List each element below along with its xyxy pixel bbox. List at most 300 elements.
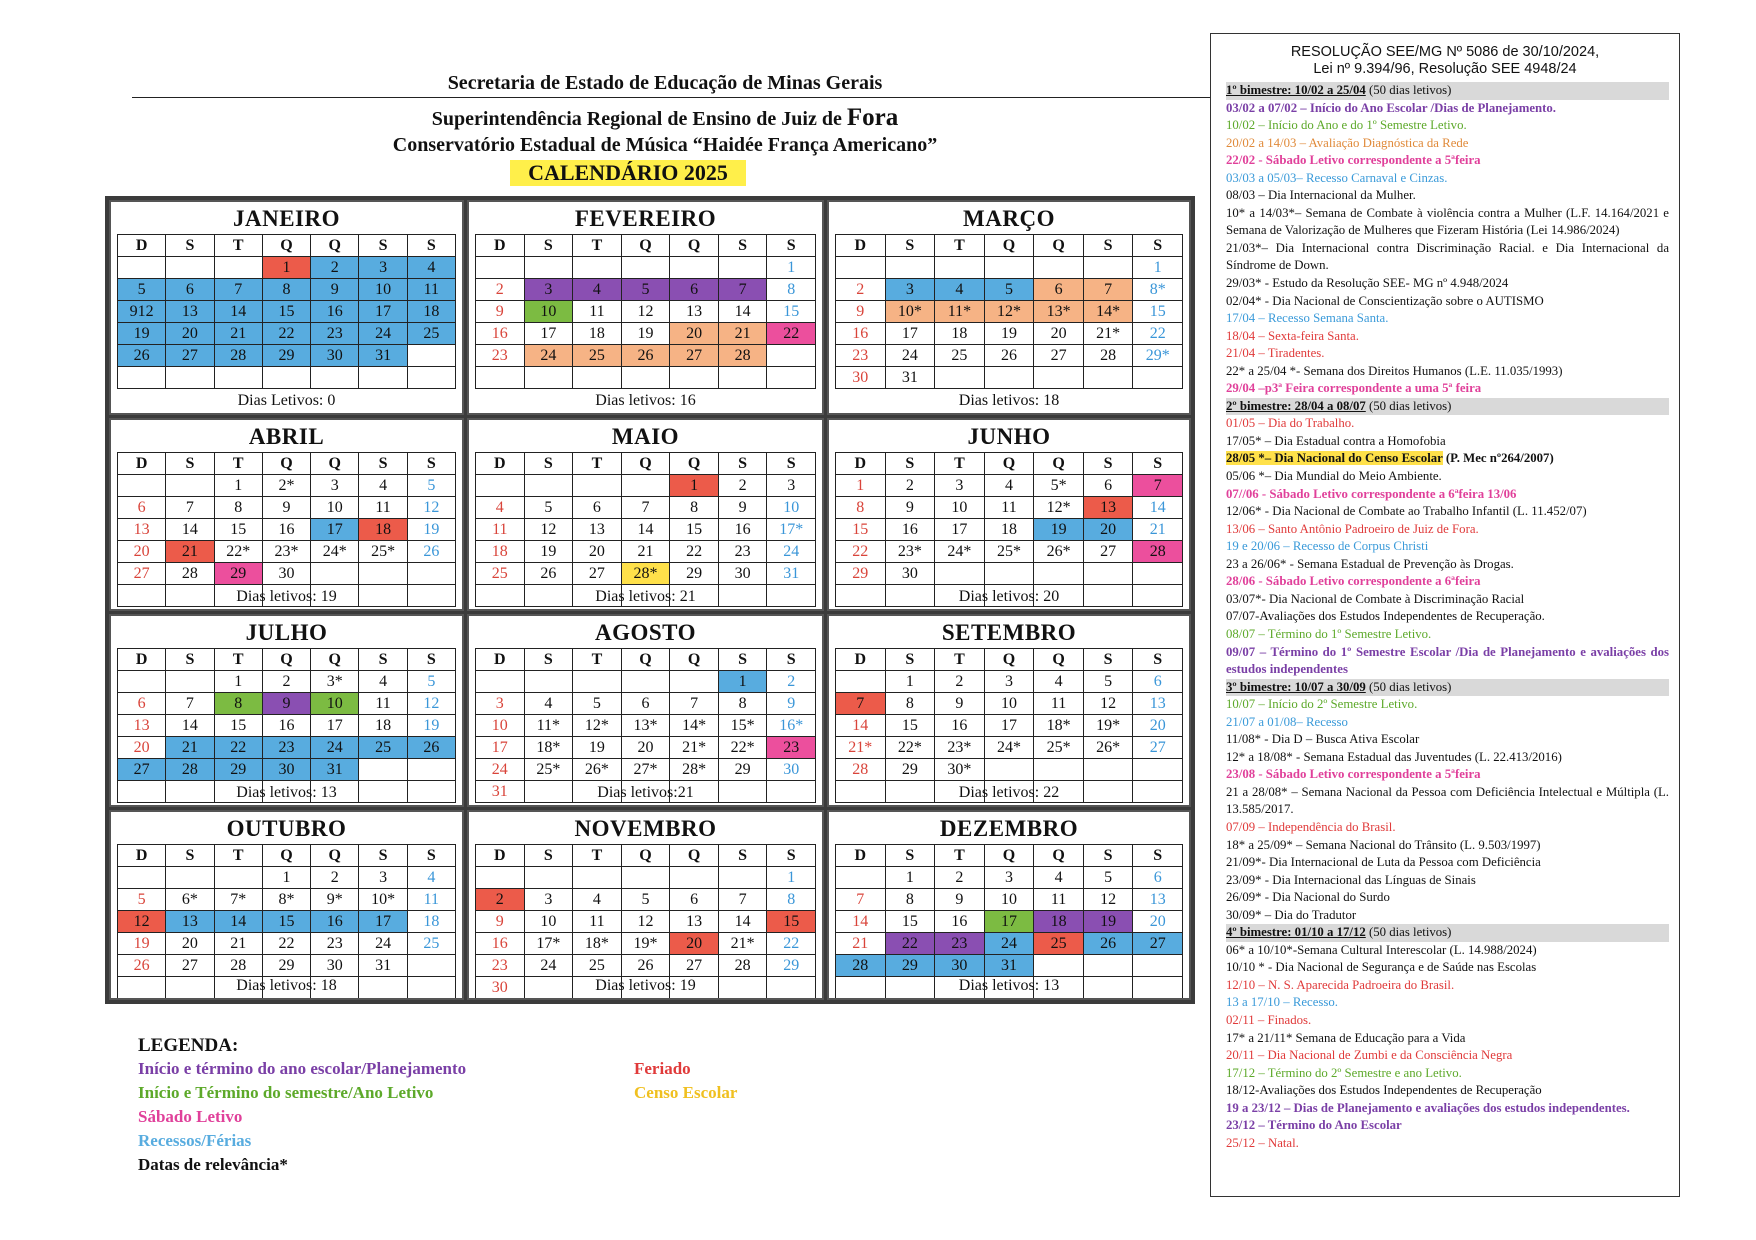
- header-conservatorio: Conservatório Estadual de Música “Haidée França Americano”: [392, 134, 938, 156]
- day-cell: 15: [215, 715, 263, 737]
- day-cell: 31: [476, 781, 525, 803]
- day-cell: 9: [767, 693, 816, 715]
- day-cell: 17: [359, 911, 407, 933]
- day-cell: 3: [935, 475, 985, 497]
- empty-cell: [476, 257, 525, 279]
- day-cell: 2: [476, 279, 525, 301]
- day-cell: 9*: [311, 889, 359, 911]
- day-cell: 21: [719, 323, 768, 345]
- event-item: 07/07-Avaliações dos Estudos Independentes de Recuperação.: [1226, 609, 1545, 624]
- day-cell: 26*: [573, 759, 622, 781]
- day-cell: 11: [573, 301, 622, 323]
- day-cell: 2: [476, 889, 525, 911]
- month-name: DEZEMBRO: [939, 816, 1079, 841]
- empty-cell: [670, 257, 719, 279]
- day-cell: 2: [836, 279, 886, 301]
- day-cell: 30: [311, 955, 359, 977]
- day-cell: 28: [166, 759, 214, 781]
- empty-cell: [408, 563, 456, 585]
- legend-item-recessos: Recessos/Férias: [138, 1131, 252, 1150]
- day-cell: 2: [263, 671, 311, 693]
- day-cell: 1: [263, 257, 311, 279]
- day-cell: 14: [166, 715, 214, 737]
- day-cell: 26: [408, 541, 456, 563]
- empty-cell: [935, 563, 985, 585]
- day-cell: 27: [670, 345, 719, 367]
- day-cell: 20: [166, 933, 214, 955]
- day-cell: 28: [215, 345, 263, 367]
- weekday-header: Q: [263, 453, 311, 475]
- empty-cell: [215, 257, 263, 279]
- empty-cell: [1084, 759, 1134, 781]
- day-cell: 27: [1084, 541, 1134, 563]
- day-cell: 4: [1034, 867, 1084, 889]
- day-cell: 23*: [263, 541, 311, 563]
- day-cell: 27: [670, 955, 719, 977]
- day-cell: 17: [476, 737, 525, 759]
- day-cell: 18: [408, 301, 456, 323]
- day-cell: 7: [836, 693, 886, 715]
- empty-cell: [525, 671, 574, 693]
- month-days-grid: [475, 452, 816, 607]
- weekday-header: D: [476, 845, 525, 867]
- event-item: 18/04 – Sexta-feira Santa.: [1226, 328, 1359, 343]
- legend-title: LEGENDA:: [138, 1035, 239, 1056]
- day-cell: 10*: [359, 889, 407, 911]
- day-cell: 24: [767, 541, 816, 563]
- weekday-header: D: [476, 649, 525, 671]
- day-cell: 15: [263, 301, 311, 323]
- empty-cell: [166, 475, 214, 497]
- day-cell: 19: [985, 323, 1035, 345]
- empty-cell: [525, 257, 574, 279]
- day-cell: 8: [263, 279, 311, 301]
- month-6: [827, 418, 1191, 611]
- empty-cell: [985, 563, 1035, 585]
- weekday-header: D: [118, 453, 166, 475]
- day-cell: 26: [118, 955, 166, 977]
- empty-cell: [573, 257, 622, 279]
- event-item: 29/04 –p3ª Feira correspondente a uma 5ª feira: [1226, 381, 1482, 396]
- weekday-header: S: [525, 649, 574, 671]
- day-cell: 24: [525, 345, 574, 367]
- weekday-header: Q: [670, 845, 719, 867]
- weekday-header: S: [1084, 845, 1134, 867]
- weekday-header: Q: [311, 649, 359, 671]
- month-days-grid: [835, 452, 1183, 607]
- day-cell: 8: [670, 497, 719, 519]
- day-cell: 18: [985, 519, 1035, 541]
- header-superintendencia: [130, 104, 1200, 132]
- weekday-header: Q: [311, 845, 359, 867]
- month-name: FEVEREIRO: [574, 206, 717, 231]
- day-cell: 1: [886, 867, 936, 889]
- day-cell: 30: [263, 759, 311, 781]
- day-cell: 4: [359, 671, 407, 693]
- weekday-header: Q: [670, 235, 719, 257]
- legend-item-datas-relevancia: Datas de relevância*: [138, 1155, 288, 1174]
- empty-cell: [622, 671, 671, 693]
- day-cell: 6: [622, 693, 671, 715]
- day-cell: 10: [311, 497, 359, 519]
- day-cell: 13: [573, 519, 622, 541]
- event-item: 03/03 a 05/03– Recesso Carnaval e Cinzas.: [1226, 170, 1448, 185]
- day-cell: 21*: [719, 933, 768, 955]
- day-cell: 20: [1133, 911, 1183, 933]
- day-cell: 28: [1084, 345, 1134, 367]
- day-cell: 5*: [1034, 475, 1084, 497]
- empty-cell: [118, 257, 166, 279]
- day-cell: 12: [1084, 693, 1134, 715]
- day-cell: 23: [311, 323, 359, 345]
- day-cell: 14: [1133, 497, 1183, 519]
- day-cell: 3: [985, 867, 1035, 889]
- weekday-header: T: [215, 453, 263, 475]
- empty-cell: [670, 367, 719, 389]
- month-days-grid: [475, 234, 816, 389]
- day-cell: 18*: [1034, 715, 1084, 737]
- day-cell: 11: [408, 889, 456, 911]
- month-days-grid: [117, 452, 456, 607]
- day-cell: 18: [935, 323, 985, 345]
- day-cell: 4: [935, 279, 985, 301]
- empty-cell: [525, 867, 574, 889]
- day-cell: 5: [118, 279, 166, 301]
- day-cell: 8: [767, 889, 816, 911]
- day-cell: 14: [166, 519, 214, 541]
- day-cell: 22: [215, 737, 263, 759]
- weekday-header: S: [886, 649, 936, 671]
- event-item: 18* a 25/09* – Semana Nacional do Trânsito (L. 9.503/1997): [1226, 837, 1541, 852]
- day-cell: 10: [525, 911, 574, 933]
- day-cell: 28: [836, 955, 886, 977]
- bimester-period: 2º bimestre: 28/04 a 08/07: [1226, 398, 1366, 413]
- day-cell: 24*: [935, 541, 985, 563]
- day-cell: 22: [886, 933, 936, 955]
- month-school-days: Dias letivos: 16: [595, 392, 696, 409]
- day-cell: 22: [836, 541, 886, 563]
- day-cell: 21: [215, 933, 263, 955]
- day-cell: 26*: [1034, 541, 1084, 563]
- day-cell: 14: [836, 715, 886, 737]
- event-item: 06* a 10/10*-Semana Cultural Interescolar (L. 14.988/2024): [1226, 942, 1537, 957]
- weekday-header: T: [573, 235, 622, 257]
- day-cell: 29: [215, 563, 263, 585]
- weekday-header: D: [118, 235, 166, 257]
- day-cell: 16: [836, 323, 886, 345]
- empty-cell: [311, 367, 359, 389]
- day-cell: 29: [886, 955, 936, 977]
- day-cell: 22: [767, 323, 816, 345]
- event-item: 23 a 26/06* - Semana Estadual de Prevenção às Drogas.: [1226, 556, 1514, 571]
- month-11: [467, 810, 824, 1000]
- weekday-header: S: [886, 845, 936, 867]
- day-cell: 27: [1034, 345, 1084, 367]
- weekday-header: Q: [1034, 235, 1084, 257]
- day-cell: 7: [719, 889, 768, 911]
- day-cell: 1: [215, 475, 263, 497]
- empty-cell: [408, 345, 456, 367]
- day-cell: 25: [1034, 933, 1084, 955]
- day-cell: 24: [311, 737, 359, 759]
- empty-cell: [1133, 955, 1183, 977]
- day-cell: 18*: [525, 737, 574, 759]
- month-school-days: Dias Letivos: 0: [237, 392, 336, 409]
- day-cell: 1: [1133, 257, 1183, 279]
- empty-cell: [525, 367, 574, 389]
- day-cell: 30: [935, 955, 985, 977]
- day-cell: 22*: [719, 737, 768, 759]
- day-cell: 22: [670, 541, 719, 563]
- day-cell: 20: [118, 737, 166, 759]
- day-cell: 14: [215, 911, 263, 933]
- day-cell: 30: [767, 759, 816, 781]
- month-12: [827, 810, 1191, 1000]
- calendar-grid: [105, 196, 1195, 1004]
- event-item: [1226, 450, 1669, 468]
- day-cell: 19: [525, 541, 574, 563]
- day-cell: 18: [1034, 911, 1084, 933]
- month-7: [109, 614, 464, 807]
- day-cell: 18: [359, 715, 407, 737]
- day-cell: 21: [622, 541, 671, 563]
- day-cell: 11: [359, 693, 407, 715]
- day-cell: 9: [476, 911, 525, 933]
- empty-cell: [886, 257, 936, 279]
- weekday-header: T: [573, 453, 622, 475]
- event-item: 11/08* - Dia D – Busca Ativa Escolar: [1226, 732, 1420, 747]
- day-cell: 1: [886, 671, 936, 693]
- event-item: 30/09* – Dia do Tradutor: [1226, 907, 1357, 922]
- day-cell: 4: [408, 867, 456, 889]
- day-cell: 8: [215, 693, 263, 715]
- empty-cell: [836, 257, 886, 279]
- day-cell: 27: [118, 759, 166, 781]
- event-item: 18/12-Avaliações dos Estudos Independentes de Recuperação: [1226, 1083, 1542, 1098]
- day-cell: 1: [836, 475, 886, 497]
- empty-cell: [166, 257, 214, 279]
- day-cell: 11: [476, 519, 525, 541]
- day-cell: 2: [886, 475, 936, 497]
- day-cell: 4: [476, 497, 525, 519]
- day-cell: 30: [719, 563, 768, 585]
- empty-cell: [767, 367, 816, 389]
- empty-cell: [1034, 563, 1084, 585]
- weekday-header: S: [886, 235, 936, 257]
- empty-cell: [1084, 955, 1134, 977]
- month-school-days: Dias letivos: 19: [236, 588, 337, 605]
- day-cell: 3: [359, 257, 407, 279]
- event-item: 02/04* - Dia Nacional de Conscientização sobre o AUTISMO: [1226, 293, 1544, 308]
- day-cell: 5: [118, 889, 166, 911]
- empty-cell: [670, 671, 719, 693]
- weekday-header: S: [886, 453, 936, 475]
- empty-cell: [622, 475, 671, 497]
- day-cell: 2: [767, 671, 816, 693]
- weekday-header: S: [1133, 845, 1183, 867]
- day-cell: 18: [408, 911, 456, 933]
- day-cell: 19: [408, 715, 456, 737]
- day-cell: 3: [525, 889, 574, 911]
- bimester-days: (50 dias letivos): [1365, 925, 1452, 940]
- day-cell: 13: [670, 301, 719, 323]
- month-days-grid: [475, 844, 816, 999]
- empty-cell: [166, 367, 214, 389]
- day-cell: 13: [1133, 889, 1183, 911]
- month-days-grid: [835, 234, 1183, 389]
- day-cell: 16: [476, 933, 525, 955]
- legend-item-planejamento: Início e término do ano escolar/Planejamento: [138, 1059, 467, 1078]
- day-cell: 25*: [359, 541, 407, 563]
- day-cell: 29: [215, 759, 263, 781]
- day-cell: 12: [408, 497, 456, 519]
- empty-cell: [408, 367, 456, 389]
- empty-cell: [476, 475, 525, 497]
- event-item: 03/02 a 07/02 – Início do Ano Escolar /Dias de Planejamento.: [1226, 100, 1557, 115]
- weekday-header: T: [935, 845, 985, 867]
- day-cell: 25: [476, 563, 525, 585]
- event-item: 10/07 – Início do 2º Semestre Letivo.: [1226, 697, 1418, 712]
- event-item: 17/05* – Dia Estadual contra a Homofobia: [1226, 433, 1446, 448]
- month-school-days: Dias letivos: 18: [958, 392, 1060, 409]
- day-cell: 10: [525, 301, 574, 323]
- day-cell: 24: [359, 933, 407, 955]
- day-cell: 16: [263, 519, 311, 541]
- events-list: [1226, 82, 1669, 1152]
- day-cell: 22: [263, 933, 311, 955]
- day-cell: 15: [886, 715, 936, 737]
- weekday-header: S: [719, 453, 768, 475]
- weekday-header: S: [719, 235, 768, 257]
- month-name: OUTUBRO: [226, 816, 347, 841]
- empty-cell: [935, 257, 985, 279]
- event-item: 09/07 – Término do 1º Semestre Escolar /Dia de Planejamento e avaliações dos estudos independentes: [1226, 644, 1669, 677]
- month-name: JULHO: [245, 620, 328, 645]
- day-cell: 3: [311, 475, 359, 497]
- weekday-header: Q: [622, 649, 671, 671]
- day-cell: 16: [886, 519, 936, 541]
- day-cell: 5: [622, 279, 671, 301]
- day-cell: 7: [836, 889, 886, 911]
- day-cell: 6: [166, 279, 214, 301]
- day-cell: 18: [573, 323, 622, 345]
- empty-cell: [573, 367, 622, 389]
- day-cell: 27: [1133, 737, 1183, 759]
- day-cell: 6: [118, 693, 166, 715]
- weekday-header: Q: [622, 235, 671, 257]
- empty-cell: [408, 759, 456, 781]
- day-cell: 7: [166, 693, 214, 715]
- resolution-line-1: RESOLUÇÃO SEE/MG Nº 5086 de 30/10/2024,: [1290, 44, 1600, 60]
- empty-cell: [935, 367, 985, 389]
- empty-cell: [670, 867, 719, 889]
- day-cell: 17: [985, 911, 1035, 933]
- day-cell: 28: [215, 955, 263, 977]
- empty-cell: [719, 257, 768, 279]
- day-cell: 26: [622, 955, 671, 977]
- day-cell: 29: [767, 955, 816, 977]
- header-secretaria: Secretaria de Estado de Educação de Minas Gerais: [447, 72, 883, 94]
- month-name: JANEIRO: [232, 206, 340, 231]
- empty-cell: [1034, 955, 1084, 977]
- weekday-header: T: [935, 235, 985, 257]
- weekday-header: D: [836, 845, 886, 867]
- event-item: 23/12 – Término do Ano Escolar: [1226, 1118, 1402, 1133]
- day-cell: 23: [263, 737, 311, 759]
- month-3: [827, 200, 1191, 415]
- weekday-header: S: [1084, 453, 1134, 475]
- day-cell: 28: [1133, 541, 1183, 563]
- weekday-header: S: [166, 649, 214, 671]
- day-cell: 6: [670, 889, 719, 911]
- day-cell: 6: [1133, 671, 1183, 693]
- day-cell: 11*: [525, 715, 574, 737]
- bimester-header: [1226, 398, 1669, 416]
- weekday-header: Q: [1034, 845, 1084, 867]
- day-cell: 26: [1084, 933, 1134, 955]
- day-cell: 11: [985, 497, 1035, 519]
- day-cell: 30: [836, 367, 886, 389]
- month-days-grid: [117, 234, 456, 389]
- day-cell: 18*: [573, 933, 622, 955]
- empty-cell: [985, 367, 1035, 389]
- weekday-header: Q: [985, 453, 1035, 475]
- event-item: 07/09 – Independência do Brasil.: [1226, 819, 1396, 834]
- weekday-header: S: [767, 453, 816, 475]
- day-cell: 27: [1133, 933, 1183, 955]
- day-cell: 7: [215, 279, 263, 301]
- day-cell: 2*: [263, 475, 311, 497]
- weekday-header: T: [215, 235, 263, 257]
- day-cell: 4: [408, 257, 456, 279]
- month-school-days: Dias letivos: 18: [236, 977, 337, 994]
- weekday-header: S: [767, 845, 816, 867]
- empty-cell: [573, 671, 622, 693]
- empty-cell: [359, 563, 407, 585]
- day-cell: 12: [622, 911, 671, 933]
- event-item: 19 a 23/12 – Dias de Planejamento e avaliações dos estudos independentes.: [1226, 1100, 1630, 1115]
- weekday-header: Q: [985, 235, 1035, 257]
- day-cell: 10: [985, 693, 1035, 715]
- weekday-header: S: [166, 235, 214, 257]
- weekday-header: Q: [1034, 453, 1084, 475]
- day-cell: 31: [359, 955, 407, 977]
- day-cell: 17*: [767, 519, 816, 541]
- empty-cell: [359, 367, 407, 389]
- day-cell: 27*: [622, 759, 671, 781]
- day-cell: 5: [1084, 671, 1134, 693]
- event-item: 05/06 *– Dia Mundial do Meio Ambiente.: [1226, 469, 1442, 484]
- day-cell: 1: [767, 257, 816, 279]
- day-cell: 8*: [263, 889, 311, 911]
- month-school-days: Dias letivos: 13: [958, 977, 1060, 994]
- bimester-period: 3º bimestre: 10/07 a 30/09: [1226, 679, 1366, 694]
- weekday-header: Q: [311, 453, 359, 475]
- day-cell: 20: [1084, 519, 1134, 541]
- weekday-header: T: [573, 649, 622, 671]
- event-item: 22/02 - Sábado Letivo correspondente a 5ªfeira: [1226, 153, 1481, 168]
- empty-cell: [476, 671, 525, 693]
- empty-cell: [1084, 257, 1134, 279]
- day-cell: 21*: [670, 737, 719, 759]
- day-cell: 19: [118, 933, 166, 955]
- day-cell: 12: [118, 911, 166, 933]
- day-cell: 14: [215, 301, 263, 323]
- day-cell: 26*: [1084, 737, 1134, 759]
- bimester-header: [1226, 679, 1669, 697]
- event-item: 20/11 – Dia Nacional de Zumbi e da Consciência Negra: [1226, 1048, 1513, 1063]
- month-9: [827, 614, 1191, 807]
